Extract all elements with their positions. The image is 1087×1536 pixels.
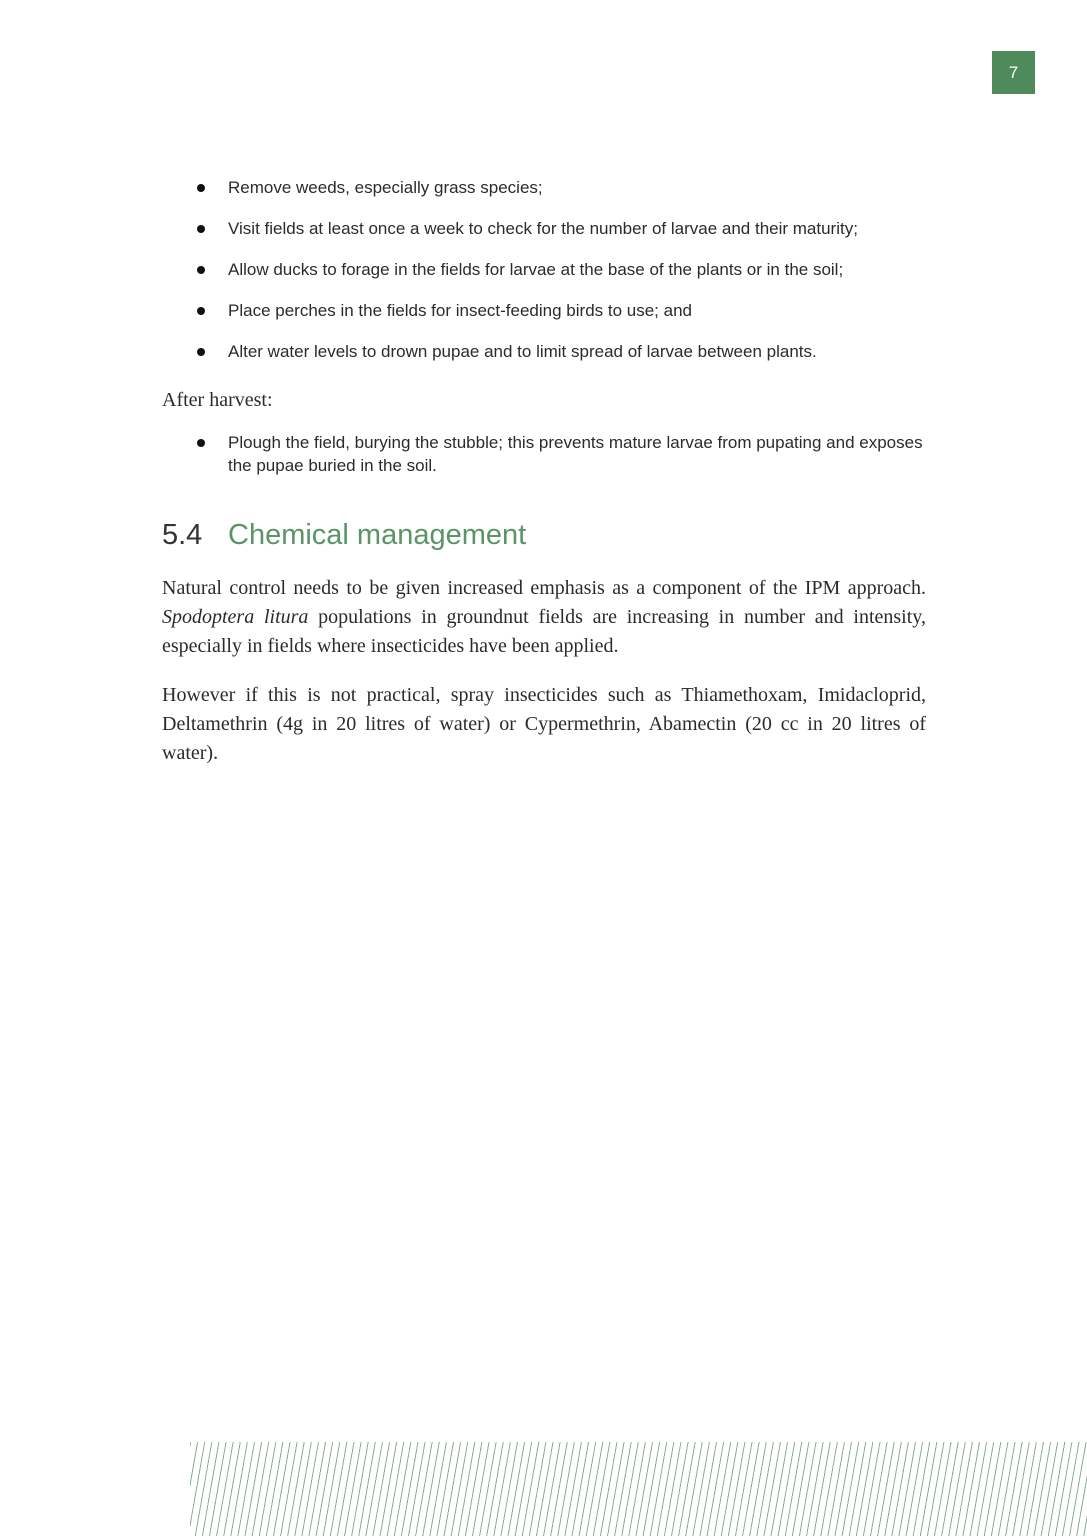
bullet-icon	[197, 184, 205, 192]
list-item: Remove weeds, especially grass species;	[162, 176, 926, 199]
list-item: Allow ducks to forage in the fields for larvae at the base of the plants or in the soil;	[162, 258, 926, 281]
paragraph-insecticides: However if this is not practical, spray insecticides such as Thiamethoxam, Imidacloprid, Deltamethrin (4g in 20 litres of water) or Cypermethrin, Abamectin (20 cc in 20 litres of water).	[162, 684, 926, 764]
bullet-icon	[197, 307, 205, 315]
bullet-icon	[197, 348, 205, 356]
section-number: 5.4	[162, 519, 203, 551]
species-name: Spodoptera litura	[162, 606, 309, 628]
page-content	[162, 176, 926, 768]
section-title: Chemical management	[228, 519, 527, 551]
bullet-icon	[197, 439, 205, 447]
list-item: Plough the field, burying the stubble; this prevents mature larvae from pupating and exposes the pupae buried in the soil.	[162, 431, 926, 477]
after-harvest-label: After harvest:	[162, 389, 273, 411]
list-item: Place perches in the fields for insect-feeding birds to use; and	[162, 299, 926, 322]
bullet-icon	[197, 266, 205, 274]
management-bullet-list	[162, 176, 926, 363]
after-harvest-bullet-list	[162, 431, 926, 477]
list-item: Alter water levels to drown pupae and to limit spread of larvae between plants.	[162, 340, 926, 363]
bullet-icon	[197, 225, 205, 233]
section-heading	[162, 517, 926, 553]
page-number-badge: 7	[992, 51, 1035, 94]
decorative-stripes	[190, 1442, 1087, 1536]
list-item: Visit fields at least once a week to check for the number of larvae and their maturity;	[162, 217, 926, 240]
paragraph-natural-control: Natural control needs to be given increased emphasis as a component of the IPM approach. Spodoptera litura populations in groundnut fields are increasing in number and intensity, especially in fields where insecticides have been applied.	[162, 577, 926, 657]
